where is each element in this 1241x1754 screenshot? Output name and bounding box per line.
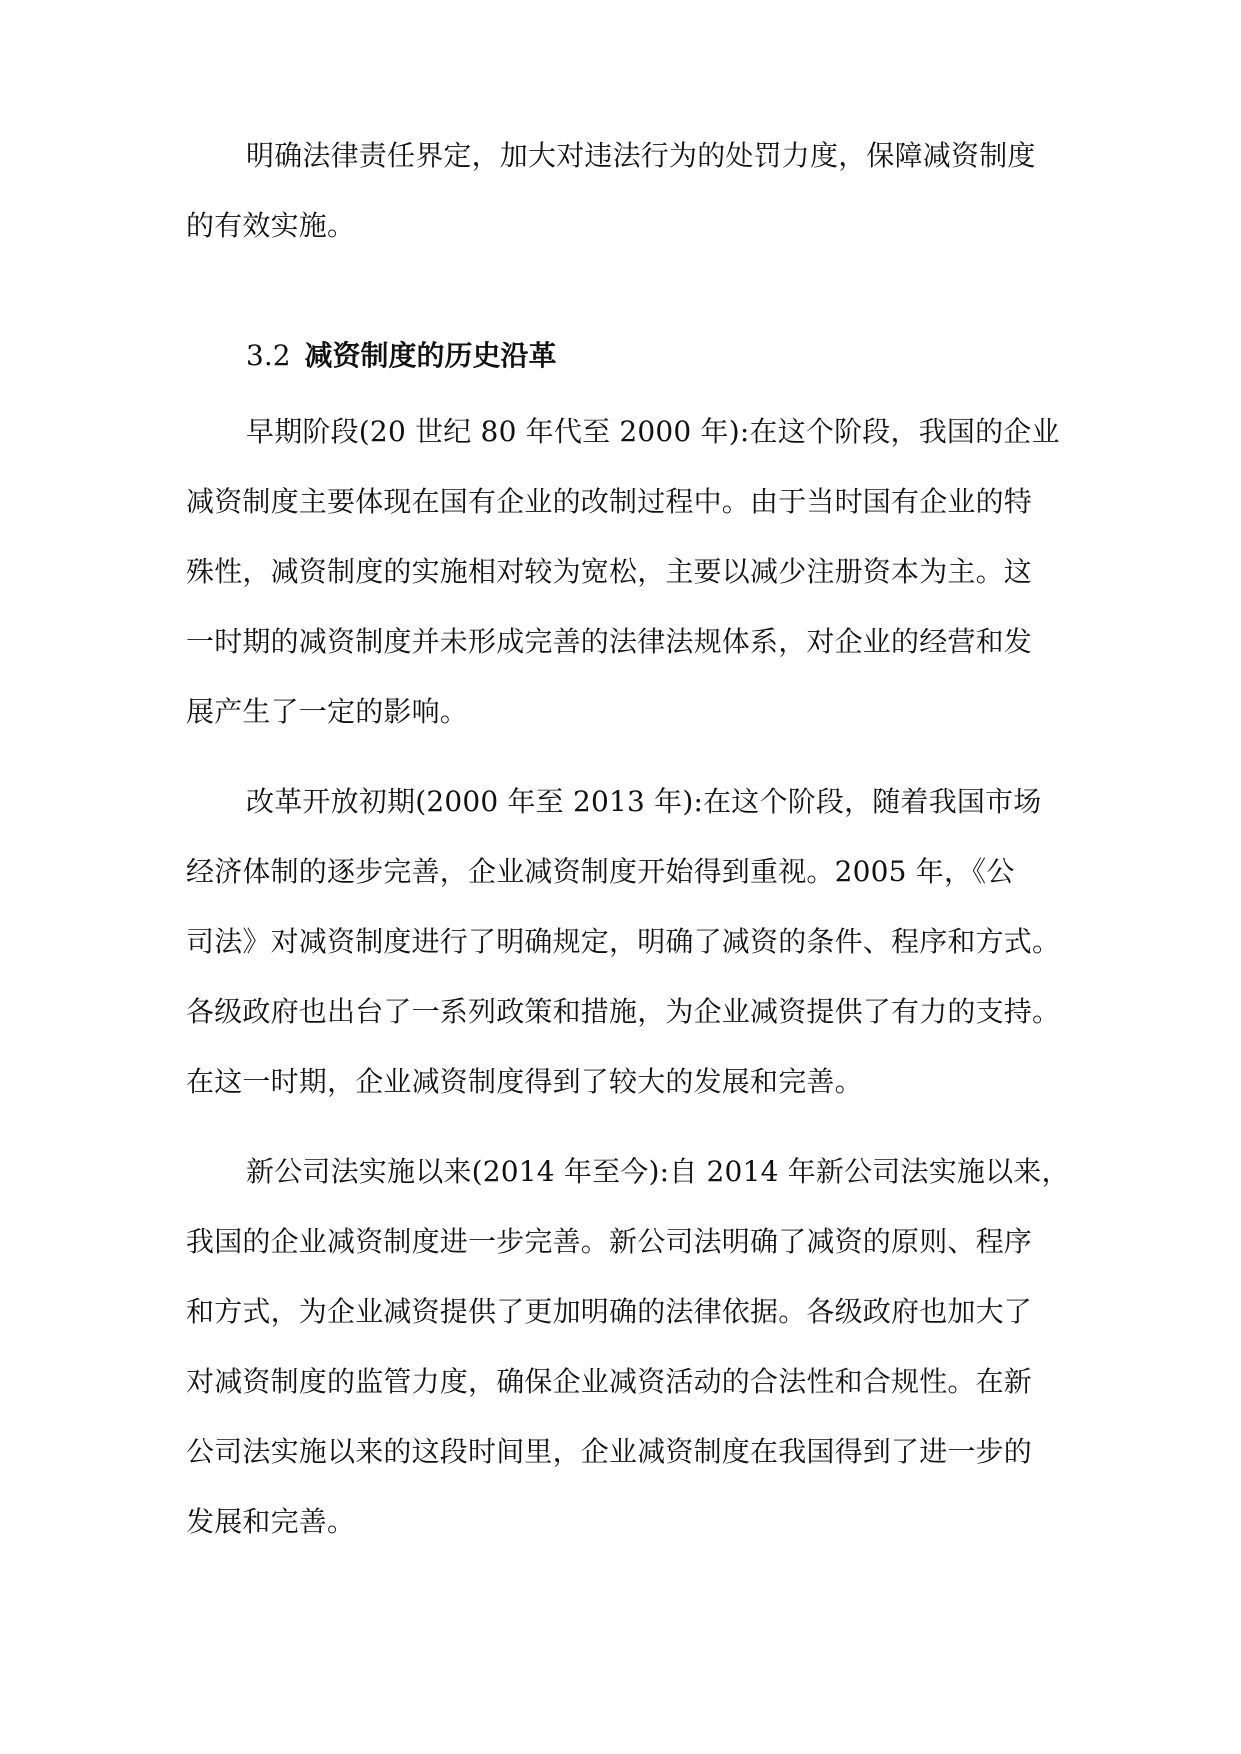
paragraph-reform-period <box>186 767 1061 1117</box>
section-number: 3.2 <box>246 339 291 372</box>
paragraph-line: 展产生了一定的影响。 <box>186 695 469 728</box>
paragraph-new-company-law <box>186 1137 1070 1557</box>
paragraph-early-stage <box>186 397 1058 747</box>
paragraph-line: 一时期的减资制度并未形成完善的法律法规体系，对企业的经营和发 <box>186 625 1033 658</box>
paragraph-line: 各级政府也出台了一系列政策和措施，为企业减资提供了有力的支持。 <box>186 995 1061 1028</box>
paragraph-line: 早期阶段(20 世纪 80 年代至 2000 年):在这个阶段，我国的企业 <box>246 415 1060 448</box>
paragraph-line: 发展和完善。 <box>186 1505 356 1538</box>
paragraph-line: 改革开放初期(2000 年至 2013 年):在这个阶段，随着我国市场 <box>246 785 1042 818</box>
paragraph-line: 的有效实施。 <box>186 209 356 242</box>
paragraph-line: 司法》对减资制度进行了明确规定，明确了减资的条件、程序和方式。 <box>186 925 1061 958</box>
paragraph-line: 明确法律责任界定，加大对违法行为的处罚力度，保障减资制度 <box>246 139 1036 172</box>
paragraph-line: 对减资制度的监管力度，确保企业减资活动的合法性和合规性。在新 <box>186 1365 1033 1398</box>
paragraph-line: 我国的企业减资制度进一步完善。新公司法明确了减资的原则、程序 <box>186 1225 1033 1258</box>
paragraph-legal-responsibility <box>186 121 1058 261</box>
paragraph-line: 殊性，减资制度的实施相对较为宽松，主要以减少注册资本为主。这 <box>186 555 1033 588</box>
paragraph-line: 公司法实施以来的这段时间里，企业减资制度在我国得到了进一步的 <box>186 1435 1033 1468</box>
paragraph-line: 减资制度主要体现在国有企业的改制过程中。由于当时国有企业的特 <box>186 485 1033 518</box>
paragraph-line: 经济体制的逐步完善，企业减资制度开始得到重视。2005 年，《公 <box>186 855 1015 888</box>
paragraph-line: 在这一时期，企业减资制度得到了较大的发展和完善。 <box>186 1065 863 1098</box>
paragraph-line: 新公司法实施以来(2014 年至今):自 2014 年新公司法实施以来， <box>246 1155 1070 1188</box>
section-title: 减资制度的历史沿革 <box>304 339 557 372</box>
paragraph-line: 和方式，为企业减资提供了更加明确的法律依据。各级政府也加大了 <box>186 1295 1033 1328</box>
section-heading <box>246 321 557 391</box>
